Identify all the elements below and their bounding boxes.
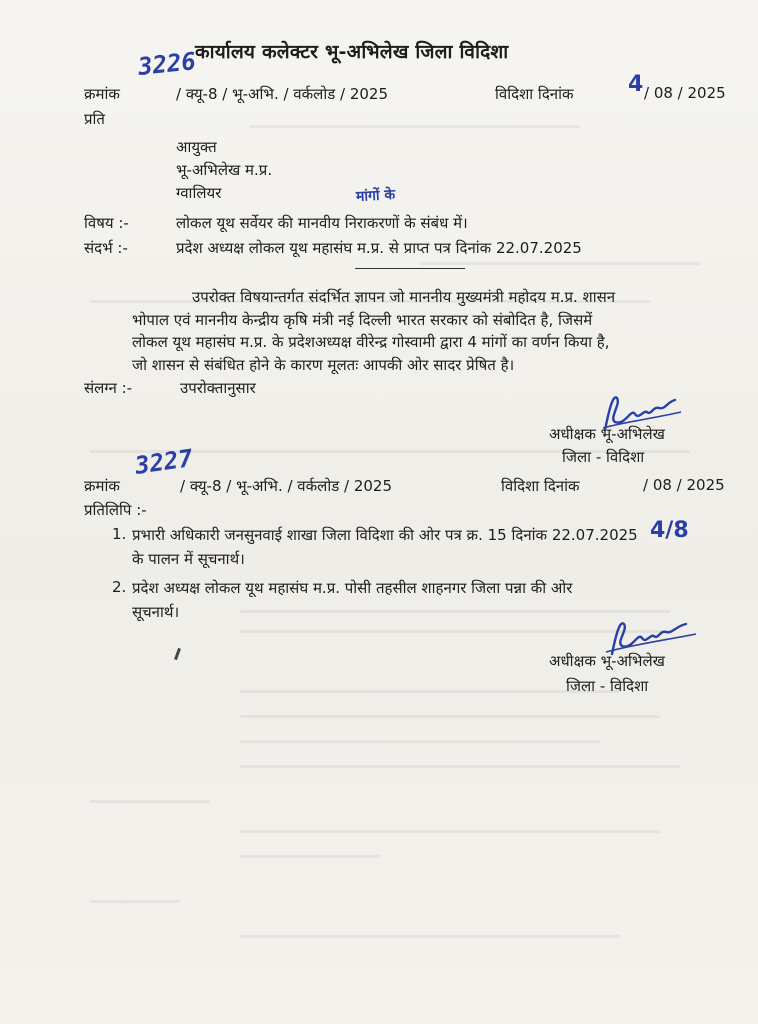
handwritten-dispatch-number-1: 3226: [136, 47, 198, 81]
kramank-label-1: क्रमांक: [84, 85, 120, 103]
copy-item-2-line-2: सूचनार्थ।: [132, 603, 180, 621]
enclosure-label: संलग्न :-: [84, 379, 133, 397]
body-line-3: लोकल यूथ महासंघ म.प्र. के प्रदेशअध्यक्ष वीरेन्द्र गोस्वामी द्वारा 4 मांगों का वर्णन किया है,: [132, 333, 610, 351]
date-suffix-1: / 08 / 2025: [644, 84, 726, 102]
signatory-title-2: अधीक्षक भू-अभिलेख: [549, 652, 665, 670]
enclosure-text: उपरोक्तानुसार: [180, 379, 256, 397]
office-header-title: कार्यालय कलेक्टर भू-अभिलेख जिला विदिशा: [195, 41, 509, 63]
copy-item-1-line-2: के पालन में सूचनार्थ।: [132, 550, 245, 568]
subject-label: विषय :-: [84, 214, 129, 232]
handwritten-date-overwrite: 4/8: [650, 518, 689, 543]
date-suffix-2: / 08 / 2025: [643, 476, 725, 494]
handwritten-dispatch-number-2: 3227: [133, 444, 195, 480]
signatory-place-2: जिला - विदिशा: [566, 677, 649, 695]
subject-text: लोकल यूथ सर्वेयर की मानवीय निराकरणों के संबंध में।: [176, 214, 468, 232]
prati-label: प्रति: [84, 110, 105, 128]
handwritten-date-day-1: 4: [628, 72, 644, 97]
body-line-1: उपरोक्त विषयान्तर्गत संदर्भित ज्ञापन जो माननीय मुख्यमंत्री महोदय म.प्र. शासन: [192, 288, 616, 306]
copy-item-2-line-1: प्रदेश अध्यक्ष लोकल यूथ महासंघ म.प्र. पोसी तहसील शाहनगर जिला पन्ना की ओर: [132, 579, 573, 597]
handwritten-insertion: मांगों के: [355, 186, 396, 206]
kramank-label-2: क्रमांक: [84, 477, 120, 495]
date-label-1: विदिशा दिनांक: [495, 85, 574, 103]
copy-label: प्रतिलिपि :-: [84, 501, 147, 519]
kramank-suffix-1: / क्यू-8 / भू-अभि. / वर्कलोड / 2025: [176, 85, 389, 103]
reference-label: संदर्भ :-: [84, 239, 128, 257]
recipient-line-1: आयुक्त: [176, 138, 217, 156]
copy-item-1-number: 1.: [112, 525, 127, 543]
body-line-2: भोपाल एवं माननीय केन्द्रीय कृषि मंत्री नई दिल्ली भारत सरकार को संबोदित है, जिसमें: [132, 310, 593, 329]
copy-item-2-number: 2.: [112, 578, 127, 596]
signature-text-1: [624, 395, 627, 396]
kramank-suffix-2: / क्यू-8 / भू-अभि. / वर्कलोड / 2025: [180, 477, 393, 495]
body-paragraph: [132, 286, 732, 376]
reference-text: प्रदेश अध्यक्ष लोकल यूथ महासंघ म.प्र. से प्राप्त पत्र दिनांक 22.07.2025: [176, 239, 582, 257]
recipient-line-3: ग्वालियर: [176, 184, 222, 202]
date-label-2: विदिशा दिनांक: [501, 477, 580, 495]
copy-item-1-line-1: प्रभारी अधिकारी जनसुनवाई शाखा जिला विदिशा की ओर पत्र क्र. 15 दिनांक 22.07.2025: [132, 526, 638, 544]
body-line-4: जो शासन से संबंधित होने के कारण मूलतः आपकी ओर सादर प्रेषित है।: [132, 355, 515, 374]
signatory-title-1: अधीक्षक भू-अभिलेख: [549, 425, 665, 443]
signatory-place-1: जिला - विदिशा: [562, 448, 645, 466]
signature-text-2: [630, 620, 633, 621]
recipient-line-2: भू-अभिलेख म.प्र.: [176, 161, 273, 179]
stray-pen-mark: [174, 648, 181, 660]
separator-rule: [355, 268, 465, 269]
